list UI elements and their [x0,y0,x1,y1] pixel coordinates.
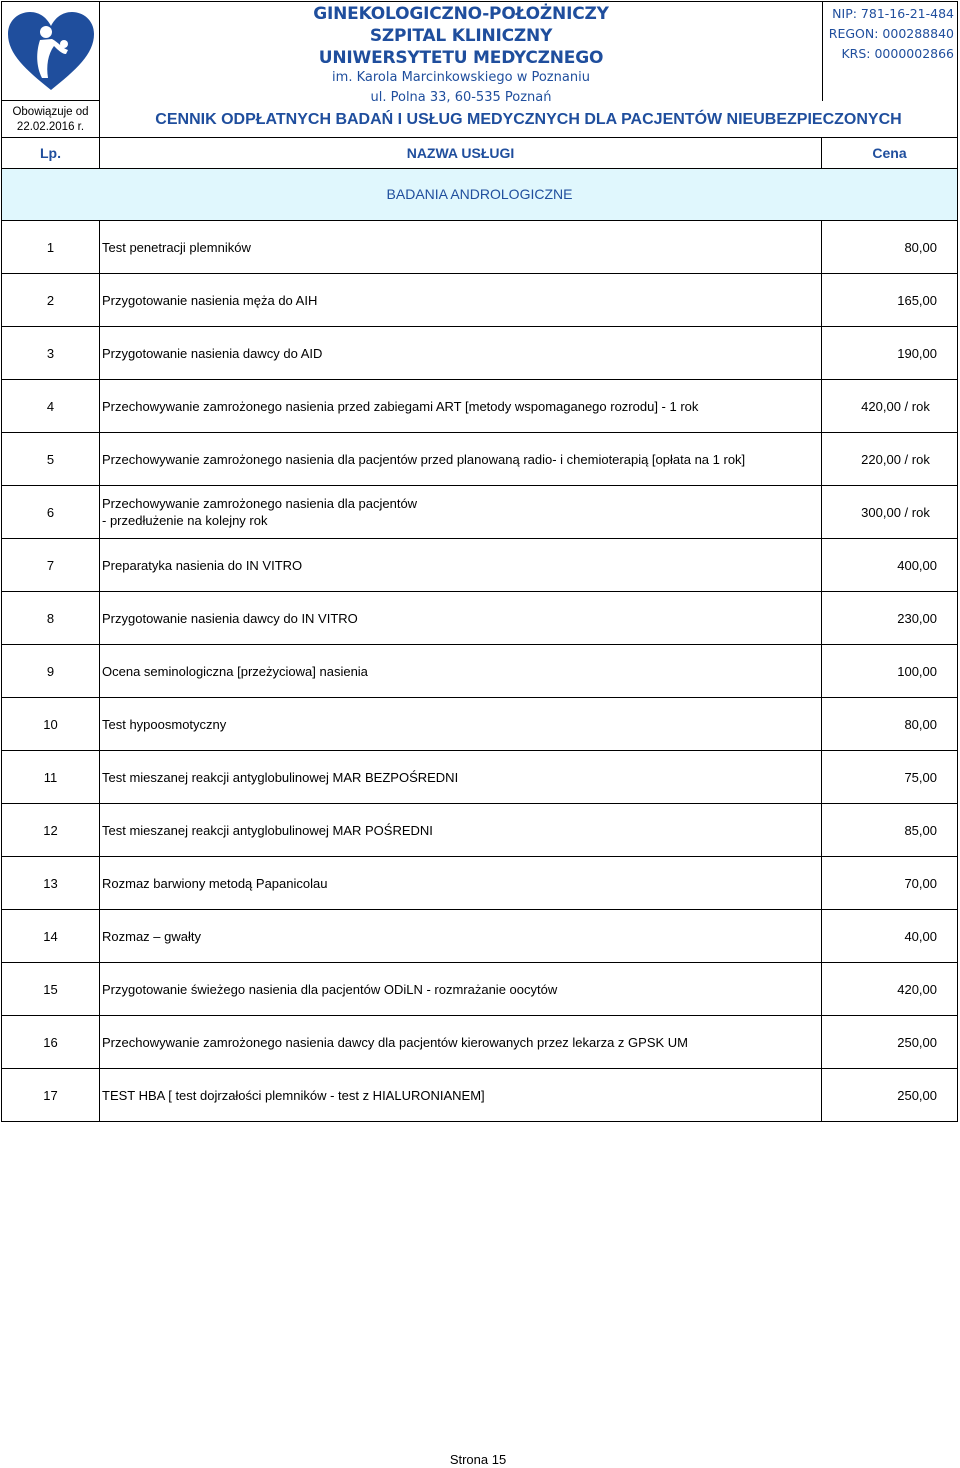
service-price: 165,00 [897,292,937,308]
row-number: 11 [2,751,100,803]
table-row [1,910,958,963]
table-row [1,221,958,274]
service-name: Rozmaz – gwałty [100,910,822,962]
hospital-line-2: SZPITAL KLINICZNY [369,26,553,46]
hospital-line-3: UNIWERSYTETU MEDYCZNEGO [318,48,604,68]
service-price: 250,00 [897,1087,937,1103]
row-number: 4 [2,380,100,432]
service-name: Przechowywanie zamrożonego nasienia dla pacjentów - przedłużenie na kolejny rok [100,486,822,538]
service-price: 230,00 [897,610,937,626]
service-name: Przechowywanie zamrożonego nasienia przed zabiegami ART [metody wspomaganego rozrodu] - 1 rok [100,380,822,432]
valid-from-label: Obowiązuje od [12,106,89,118]
table-row [1,539,958,592]
page-number-text: Strona 15 [449,1452,507,1467]
service-price: 420,00 [897,981,937,997]
table-header [1,138,958,169]
service-price: 70,00 [904,875,937,891]
table-row [1,380,958,433]
service-price: 250,00 [897,1034,937,1050]
row-number: 14 [2,910,100,962]
row-number: 3 [2,327,100,379]
service-name: Ocena seminologiczna [przeżyciowa] nasienia [100,645,822,697]
service-price: 400,00 [897,557,937,573]
krs: KRS: 0000002866 [841,46,954,61]
service-name: Test mieszanej reakcji antyglobulinowej MAR POŚREDNI [100,804,822,856]
hospital-logo [1,1,100,101]
row-number: 9 [2,645,100,697]
row-number: 2 [2,274,100,326]
service-name: Test mieszanej reakcji antyglobulinowej MAR BEZPOŚREDNI [100,751,822,803]
service-name: Przygotowanie nasienia męża do AIH [100,274,822,326]
service-name: Rozmaz barwiony metodą Papanicolau [100,857,822,909]
hospital-line-1: GINEKOLOGICZNO-POŁOŻNICZY [313,4,609,24]
regon: REGON: 000288840 [828,26,954,41]
row-number: 13 [2,857,100,909]
table-row [1,433,958,486]
table-row [1,963,958,1016]
service-price: 420,00 / rok [861,398,930,414]
row-number: 17 [2,1069,100,1121]
validity-date [1,101,100,138]
table-row [1,1016,958,1069]
hospital-name [100,1,822,105]
service-name: TEST HBA [ test dojrzałości plemników - test z HIALURONIANEM] [100,1069,822,1121]
table-row [1,1069,958,1122]
table-row [1,592,958,645]
row-number: 12 [2,804,100,856]
table-row [1,804,958,857]
table-row [1,698,958,751]
service-name: Preparatyka nasienia do IN VITRO [100,539,822,591]
service-name: Przechowywanie zamrożonego nasienia dawcy dla pacjentów kierowanych przez lekarza z GPSK UM [100,1016,822,1068]
row-number: 16 [2,1016,100,1068]
price-list-title: CENNIK ODPŁATNYCH BADAŃ I USŁUG MEDYCZNYCH DLA PACJENTÓW NIEUBEZPIECZONYCH [100,101,958,138]
column-price: Cena [872,145,907,161]
table-row [1,645,958,698]
service-name: Test penetracji plemników [100,221,822,273]
service-name: Test hypoosmotyczny [100,698,822,750]
row-number: 1 [2,221,100,273]
service-price: 100,00 [897,663,937,679]
page-number [0,1452,960,1467]
column-lp: Lp. [2,138,100,168]
service-price: 75,00 [904,769,937,785]
nip: NIP: 781-16-21-484 [832,6,954,21]
row-number: 15 [2,963,100,1015]
row-number: 10 [2,698,100,750]
service-name: Przygotowanie świeżego nasienia dla pacjentów ODiLN - rozmrażanie oocytów [100,963,822,1015]
valid-from-date: 22.02.2016 r. [16,121,85,133]
table-row [1,751,958,804]
table-row [1,327,958,380]
service-name: Przechowywanie zamrożonego nasienia dla pacjentów przed planowaną radio- i chemioterapią [opłata na 1 rok] [100,433,822,485]
section-heading: BADANIA ANDROLOGICZNE [1,169,958,221]
table-row [1,857,958,910]
document-header [1,1,958,138]
table-row [1,486,958,539]
row-number: 6 [2,486,100,538]
table-row [1,274,958,327]
service-price: 190,00 [897,345,937,361]
service-price: 300,00 / rok [861,504,930,520]
price-table [1,221,958,1122]
hospital-address: ul. Polna 33, 60-535 Poznań [370,90,552,105]
service-name: Przygotowanie nasienia dawcy do IN VITRO [100,592,822,644]
service-price: 220,00 / rok [861,451,930,467]
service-price: 85,00 [904,822,937,838]
service-price: 80,00 [904,716,937,732]
column-name: NAZWA USŁUGI [100,138,822,168]
row-number: 8 [2,592,100,644]
service-price: 80,00 [904,239,937,255]
hospital-patron: im. Karola Marcinkowskiego w Poznaniu [332,70,590,85]
service-name: Przygotowanie nasienia dawcy do AID [100,327,822,379]
row-number: 7 [2,539,100,591]
hospital-ids [822,1,958,101]
heart-mother-child-icon [6,10,96,92]
service-price: 40,00 [904,928,937,944]
row-number: 5 [2,433,100,485]
